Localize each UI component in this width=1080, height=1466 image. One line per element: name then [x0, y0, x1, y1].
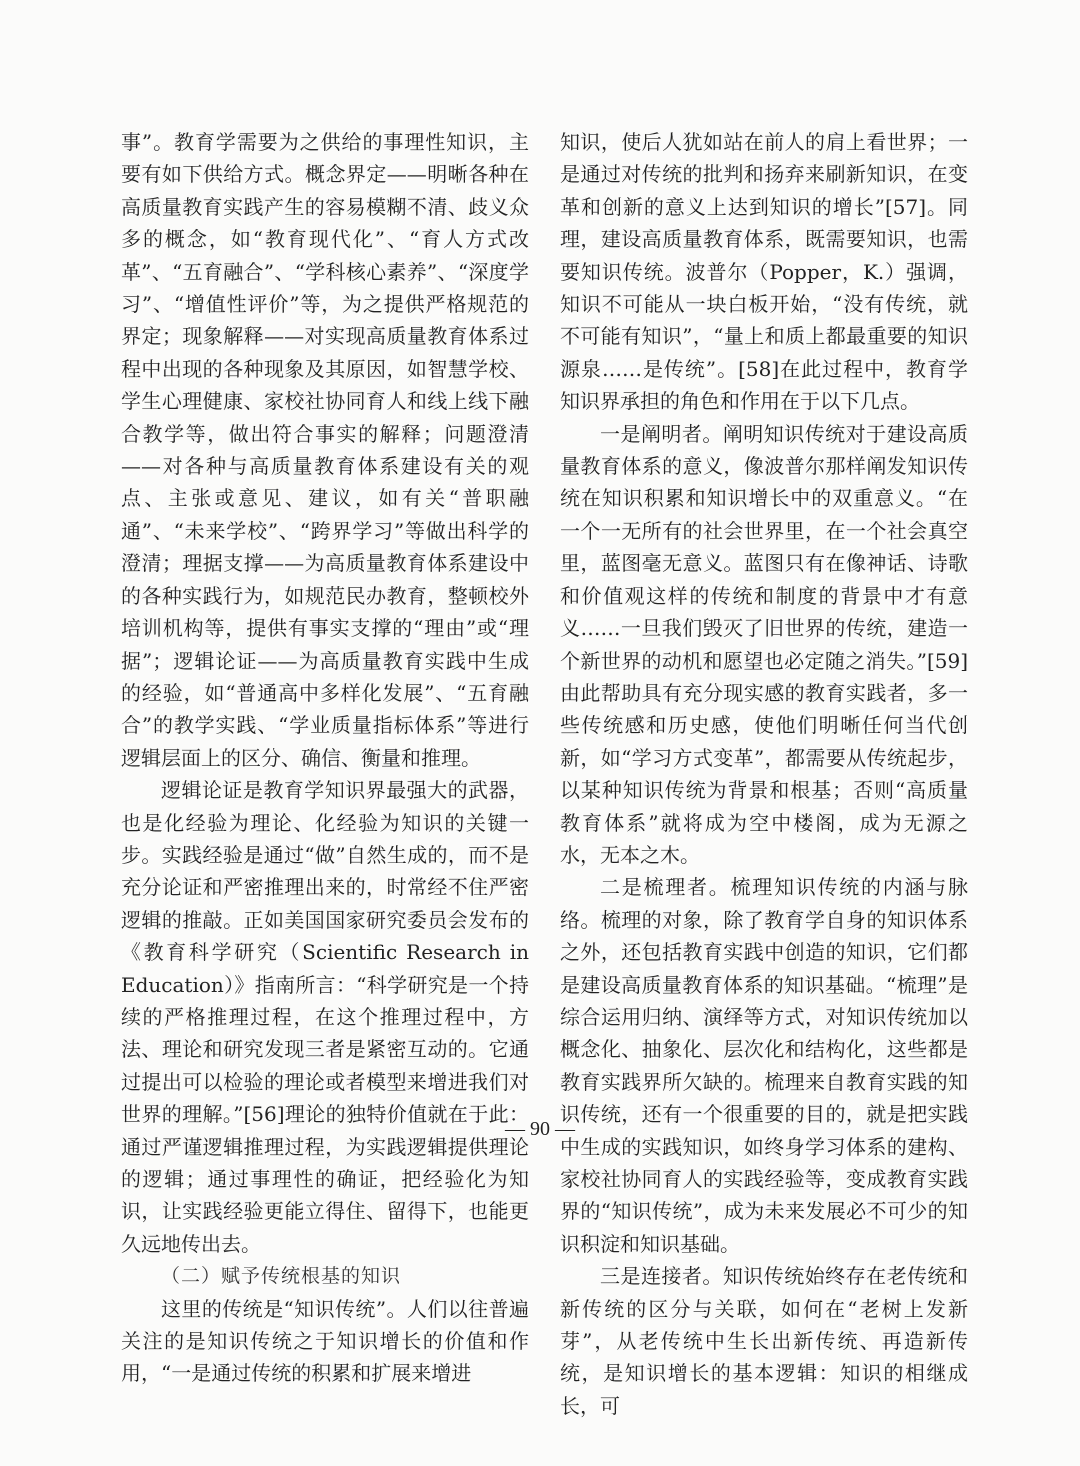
section-subheading: （二）赋予传统根基的知识	[161, 1265, 402, 1288]
paragraph: 一是阐明者。阐明知识传统对于建设高质量教育体系的意义，像波普尔那样阐发知识传统在知识积累和知识增长中的双重意义。“在一个一无所有的社会世界里，在一个社会真空里，蓝图毫无意义。蓝图只有在像神话、诗歌和价值观这样的传统和制度的背景中才有意义……一旦我们毁灭了旧世界的传统，建造一个新世界的动机和愿望也必定随之消失。”[59]由此帮助具有充分现实感的教育实践者，多一些传统感和历史感，使他们明晰任何当代创新，如“学习方式变革”，都需要从传统起步，以某种知识传统为背景和根基；否则“高质量教育体系”就将成为空中楼阁，成为无源之水，无本之木。	[560, 421, 968, 867]
paragraph: 三是连接者。知识传统始终存在老传统和新传统的区分与关联，如何在“老树上发新芽”，从老传统中生长出新传统、再造新传统，是知识增长的基本逻辑：知识的相继成长，可	[560, 1264, 968, 1418]
paragraph: 知识，使后人犹如站在前人的肩上看世界；一是通过对传统的批判和扬弃来刷新知识，在变革和创新的意义上达到知识的增长”[57]。同理，建设高质量教育体系，既需要知识，也需要知识传统。波普尔（Popper，K.）强调，知识不可能从一块白板开始，“没有传统，就不可能有知识”，“量上和质上都最重要的知识源泉……是传统”。[58]在此过程中，教育学知识界承担的角色和作用在于以下几点。	[560, 130, 968, 414]
left-column	[121, 126, 529, 1390]
right-column	[560, 126, 968, 1422]
paragraph: 这里的传统是“知识传统”。人们以往普遍关注的是知识传统之于知识增长的价值和作用，“一是通过传统的积累和扩展来增进	[121, 1296, 529, 1386]
page-number: — 90 —	[505, 1118, 575, 1140]
paragraph: 逻辑论证是教育学知识界最强大的武器，也是化经验为理论、化经验为知识的关键一步。实践经验是通过“做”自然生成的，而不是充分论证和严密推理出来的，时常经不住严密逻辑的推敲。正如美国国家研究委员会发布的《教育科学研究（Scientific Research in Education）》指南所言：“科学研究是一个持续的严格推理过程，在这个推理过程中，方法、理论和研究发现三者是紧密互动的。它通过提出可以检验的理论或者模型来增进我们对世界的理解。”[56]理论的独特价值就在于此：通过严谨逻辑推理过程，为实践逻辑提供理论的逻辑；通过事理性的确证，把经验化为知识，让实践经验更能立得住、留得下，也能更久远地传出去。	[121, 778, 529, 1256]
paragraph: 二是梳理者。梳理知识传统的内涵与脉络。梳理的对象，除了教育学自身的知识体系之外，还包括教育实践中创造的知识，它们都是建设高质量教育体系的知识基础。“梳理”是综合运用归纳、演绎等方式，对知识传统加以概念化、抽象化、层次化和结构化，这些都是教育实践界所欠缺的。梳理来自教育实践的知识传统，还有一个很重要的目的，就是把实践中生成的实践知识，如终身学习体系的建构、家校社协同育人的实践经验等，变成教育实践界的“知识传统”，成为未来发展必不可少的知识积淀和知识基础。	[560, 875, 968, 1256]
paragraph: 事”。教育学需要为之供给的事理性知识，主要有如下供给方式。概念界定——明晰各种在高质量教育实践产生的容易模糊不清、歧义众多的概念，如“教育现代化”、“育人方式改革”、“五育融合”、“学科核心素养”、“深度学习”、“增值性评价”等，为之提供严格规范的界定；现象解释——对实现高质量教育体系过程中出现的各种现象及其原因，如智慧学校、学生心理健康、家校社协同育人和线上线下融合教学等，做出符合事实的解释；问题澄清——对各种与高质量教育体系建设有关的观点、主张或意见、建议，如有关“普职融通”、“未来学校”、“跨界学习”等做出科学的澄清；理据支撑——为高质量教育体系建设中的各种实践行为，如规范民办教育，整顿校外培训机构等，提供有事实支撑的“理由”或“理据”；逻辑论证——为高质量教育实践中生成的经验，如“普通高中多样化发展”、“五育融合”的教学实践、“学业质量指标体系”等进行逻辑层面上的区分、确信、衡量和推理。	[121, 130, 529, 770]
